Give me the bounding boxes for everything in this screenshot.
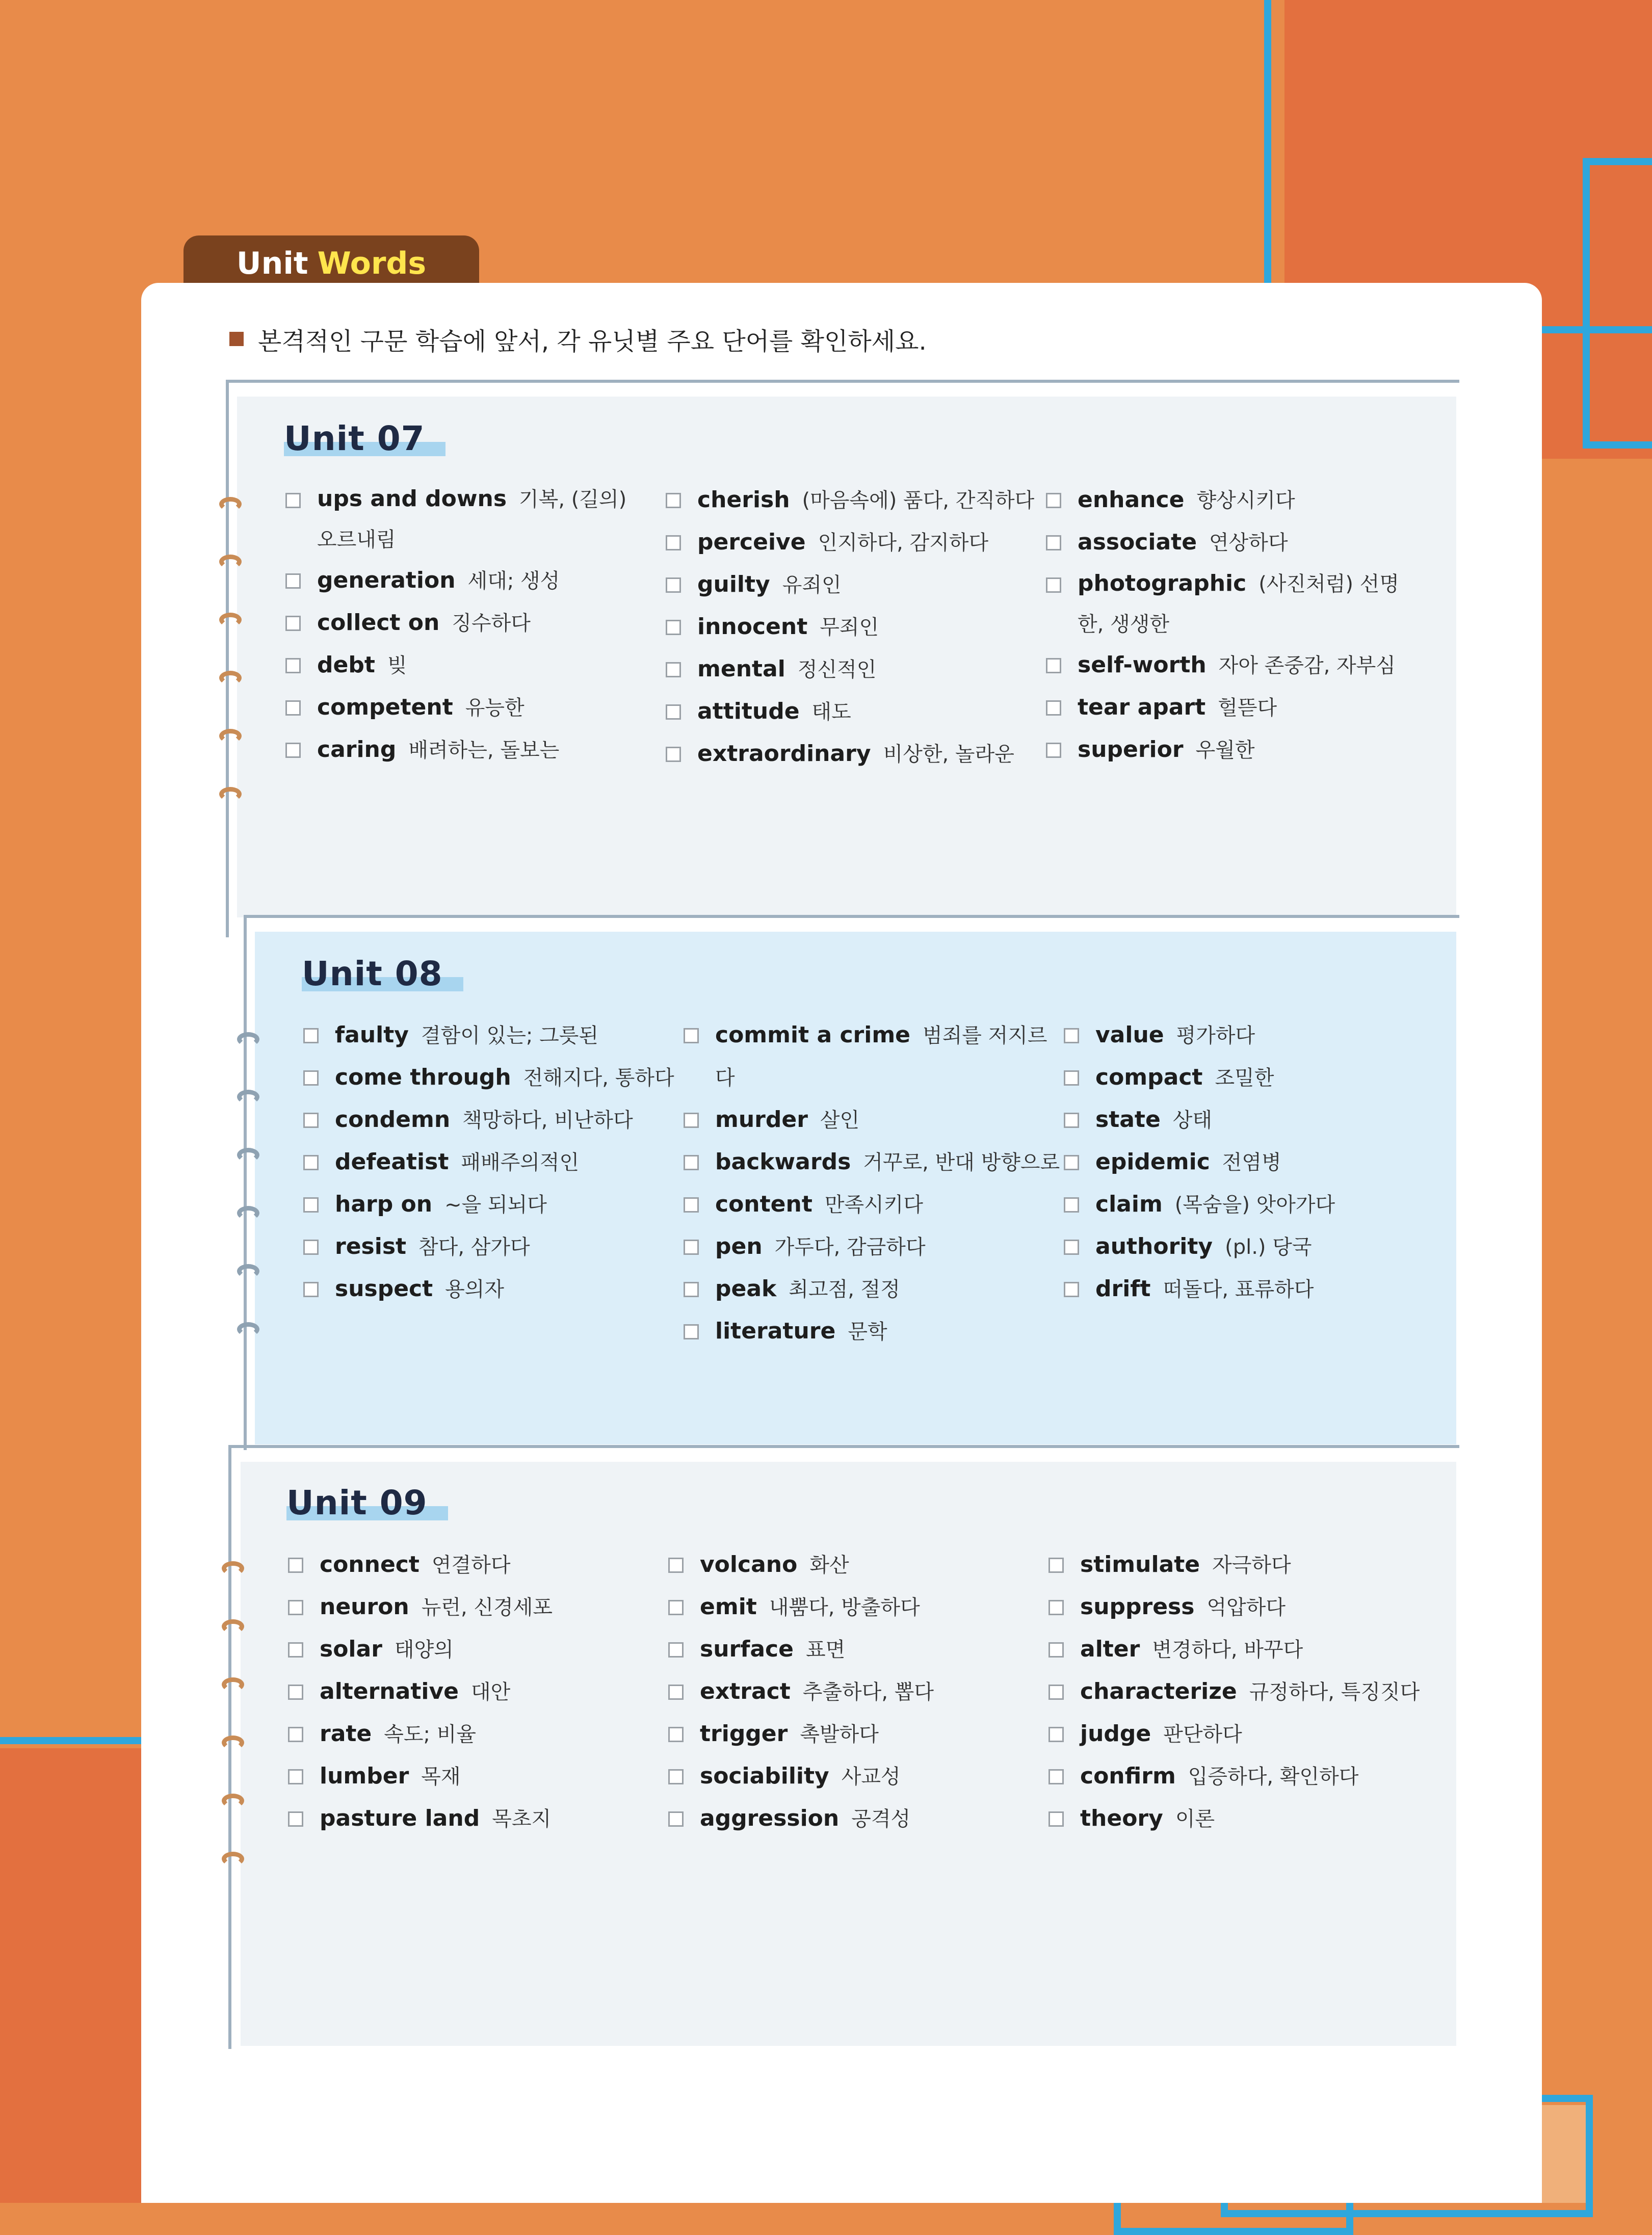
word-item[interactable]: perceive 인지하다, 감지하다 — [666, 521, 1043, 564]
checkbox[interactable] — [666, 493, 681, 508]
word-item[interactable]: mental 정신적인 — [666, 648, 1043, 691]
word-item[interactable]: claim (목숨을) 앗아가다 — [1064, 1184, 1421, 1226]
word-item[interactable]: confirm 입증하다, 확인하다 — [1048, 1755, 1426, 1798]
checkbox[interactable] — [684, 1113, 699, 1128]
word-item[interactable]: condemn 책망하다, 비난하다 — [303, 1099, 680, 1141]
checkbox[interactable] — [303, 1197, 319, 1213]
checkbox[interactable] — [1064, 1113, 1079, 1128]
checkbox[interactable] — [1064, 1197, 1079, 1213]
word-item[interactable]: defeatist 패배주의적인 — [303, 1141, 680, 1184]
checkbox[interactable] — [1048, 1811, 1064, 1827]
word-item[interactable]: murder 살인 — [684, 1099, 1061, 1141]
checkbox[interactable] — [1048, 1727, 1064, 1742]
ring-binder-icon — [219, 555, 242, 569]
word-item[interactable]: backwards 거꾸로, 반대 방향으로 — [684, 1141, 1061, 1184]
ring-binder-icon — [237, 1032, 259, 1046]
word-item[interactable]: innocent 무죄인 — [666, 606, 1043, 648]
word-item[interactable]: lumber 목재 — [288, 1755, 665, 1798]
checkbox[interactable] — [1064, 1282, 1079, 1297]
checkbox[interactable] — [668, 1685, 684, 1700]
ring-binder-icon — [222, 1561, 244, 1575]
checkbox[interactable] — [668, 1811, 684, 1827]
word-item[interactable]: value 평가하다 — [1064, 1014, 1421, 1057]
checkbox[interactable] — [1046, 743, 1061, 758]
word-item[interactable]: extract 추출하다, 뽑다 — [668, 1671, 1045, 1713]
word-item[interactable]: neuron 뉴런, 신경세포 — [288, 1586, 665, 1628]
ring-binder-icon — [222, 1794, 244, 1808]
word-column — [1048, 1544, 1426, 1840]
checkbox[interactable] — [288, 1727, 303, 1742]
word-item[interactable]: cherish (마음속에) 품다, 간직하다 — [666, 479, 1043, 521]
word-item[interactable]: volcano 화산 — [668, 1544, 1045, 1586]
checkbox[interactable] — [303, 1070, 319, 1086]
word-item[interactable]: alter 변경하다, 바꾸다 — [1048, 1628, 1426, 1671]
word-item[interactable]: generation 세대; 생성 — [285, 560, 642, 602]
word-item[interactable]: resist 참다, 삼가다 — [303, 1226, 680, 1268]
checkbox[interactable] — [303, 1155, 319, 1170]
word-item[interactable]: caring 배려하는, 돌보는 — [285, 729, 642, 771]
tab-word-words: Words — [317, 246, 427, 281]
checkbox[interactable] — [285, 493, 301, 508]
checkbox[interactable] — [303, 1113, 319, 1128]
checkbox[interactable] — [684, 1197, 699, 1213]
word-item[interactable]: trigger 촉발하다 — [668, 1713, 1045, 1755]
ring-binder-icon — [219, 613, 242, 627]
word-item[interactable]: attitude 태도 — [666, 691, 1043, 733]
word-item[interactable]: surface 표면 — [668, 1628, 1045, 1671]
checkbox[interactable] — [285, 573, 301, 589]
checkbox[interactable] — [288, 1642, 303, 1658]
word-item[interactable]: solar 태양의 — [288, 1628, 665, 1671]
word-item[interactable]: debt 빚 — [285, 644, 642, 687]
blue-deco-line — [1539, 326, 1652, 341]
checkbox[interactable] — [666, 620, 681, 635]
word-item[interactable]: ups and downs 기복, (길의) 오르내림 — [285, 479, 642, 560]
instruction-text: 본격적인 구문 학습에 앞서, 각 유닛별 주요 단어를 확인하세요. — [258, 327, 927, 356]
checkbox[interactable] — [288, 1811, 303, 1827]
blue-deco-line — [0, 1737, 148, 1747]
word-item[interactable]: sociability 사교성 — [668, 1755, 1045, 1798]
word-item[interactable]: collect on 징수하다 — [285, 602, 642, 644]
word-item[interactable]: commit a crime 범죄를 저지르다 — [684, 1014, 1061, 1099]
checkbox[interactable] — [666, 704, 681, 720]
checkbox[interactable] — [1064, 1070, 1079, 1086]
word-item[interactable]: theory 이론 — [1048, 1798, 1426, 1840]
checkbox[interactable] — [1064, 1155, 1079, 1170]
checkbox[interactable] — [1048, 1558, 1064, 1573]
word-item[interactable]: tear apart 헐뜯다 — [1046, 687, 1413, 729]
word-column — [668, 1544, 1045, 1840]
checkbox[interactable] — [668, 1769, 684, 1784]
ring-binder-icon — [237, 1322, 259, 1336]
checkbox[interactable] — [1046, 577, 1061, 593]
word-column — [285, 479, 642, 771]
checkbox[interactable] — [668, 1600, 684, 1615]
word-item[interactable]: pasture land 목초지 — [288, 1798, 665, 1840]
word-item[interactable]: alternative 대안 — [288, 1671, 665, 1713]
bullet-square-icon — [229, 332, 244, 346]
ring-binder-icon — [219, 671, 242, 685]
bg-block-bottom-left — [0, 1748, 153, 2203]
ring-binder-icon — [222, 1619, 244, 1634]
checkbox[interactable] — [1048, 1685, 1064, 1700]
word-item[interactable]: rate 속도; 비율 — [288, 1713, 665, 1755]
checkbox[interactable] — [1048, 1769, 1064, 1784]
word-item[interactable]: connect 연결하다 — [288, 1544, 665, 1586]
checkbox[interactable] — [1046, 493, 1061, 508]
checkbox[interactable] — [684, 1155, 699, 1170]
word-item[interactable]: superior 우월한 — [1046, 729, 1413, 771]
word-item[interactable]: stimulate 자극하다 — [1048, 1544, 1426, 1586]
checkbox[interactable] — [684, 1028, 699, 1043]
word-item[interactable]: state 상태 — [1064, 1099, 1421, 1141]
unit-title: Unit 07 — [284, 419, 425, 458]
word-item[interactable]: judge 판단하다 — [1048, 1713, 1426, 1755]
checkbox[interactable] — [1064, 1240, 1079, 1255]
checkbox[interactable] — [1048, 1642, 1064, 1658]
word-item[interactable]: aggression 공격성 — [668, 1798, 1045, 1840]
checkbox[interactable] — [1048, 1600, 1064, 1615]
word-column — [666, 479, 1043, 775]
checkbox[interactable] — [1046, 700, 1061, 716]
ring-binder-icon — [222, 1736, 244, 1750]
checkbox[interactable] — [666, 535, 681, 550]
word-item[interactable]: compact 조밀한 — [1064, 1057, 1421, 1099]
word-item[interactable]: enhance 향상시키다 — [1046, 479, 1413, 521]
word-item[interactable]: content 만족시키다 — [684, 1184, 1061, 1226]
word-column — [1046, 479, 1413, 771]
word-item[interactable]: drift 떠돌다, 표류하다 — [1064, 1268, 1421, 1310]
checkbox[interactable] — [668, 1558, 684, 1573]
word-item[interactable]: self-worth 자아 존중감, 자부심 — [1046, 644, 1413, 687]
word-column — [684, 1014, 1061, 1353]
word-item[interactable]: pen 가두다, 감금하다 — [684, 1226, 1061, 1268]
checkbox[interactable] — [288, 1558, 303, 1573]
tab-word-unit: Unit — [236, 246, 308, 281]
blue-deco-line — [1264, 0, 1279, 285]
blue-deco-frame — [1583, 158, 1652, 449]
word-item[interactable]: suppress 억압하다 — [1048, 1586, 1426, 1628]
word-item[interactable]: come through 전해지다, 통하다 — [303, 1057, 680, 1099]
checkbox[interactable] — [303, 1240, 319, 1255]
checkbox[interactable] — [684, 1282, 699, 1297]
ring-binder-icon — [237, 1264, 259, 1278]
checkbox[interactable] — [666, 662, 681, 677]
checkbox[interactable] — [303, 1282, 319, 1297]
checkbox[interactable] — [684, 1240, 699, 1255]
word-item[interactable]: harp on ~을 되뇌다 — [303, 1184, 680, 1226]
checkbox[interactable] — [1046, 658, 1061, 673]
word-item[interactable]: guilty 유죄인 — [666, 564, 1043, 606]
unit-title: Unit 08 — [302, 954, 443, 993]
checkbox[interactable] — [684, 1324, 699, 1339]
word-item[interactable]: emit 내뿜다, 방출하다 — [668, 1586, 1045, 1628]
checkbox[interactable] — [288, 1769, 303, 1784]
word-item[interactable]: characterize 규정하다, 특징짓다 — [1048, 1671, 1426, 1713]
word-item[interactable]: competent 유능한 — [285, 687, 642, 729]
checkbox[interactable] — [285, 658, 301, 673]
ring-binder-icon — [237, 1206, 259, 1220]
ring-binder-icon — [237, 1148, 259, 1162]
checkbox[interactable] — [303, 1028, 319, 1043]
ring-binder-icon — [219, 787, 242, 801]
checkbox[interactable] — [288, 1600, 303, 1615]
word-item[interactable]: suspect 용의자 — [303, 1268, 680, 1310]
unit-title: Unit 09 — [286, 1483, 428, 1522]
ring-binder-icon — [219, 497, 242, 511]
word-item[interactable]: authority (pl.) 당국 — [1064, 1226, 1421, 1268]
checkbox[interactable] — [1046, 535, 1061, 550]
ring-binder-icon — [222, 1677, 244, 1692]
checkbox[interactable] — [285, 700, 301, 716]
word-item[interactable]: faulty 결함이 있는; 그릇된 — [303, 1014, 680, 1057]
word-item[interactable]: literature 문학 — [684, 1310, 1061, 1353]
word-item[interactable]: peak 최고점, 절정 — [684, 1268, 1061, 1310]
checkbox[interactable] — [666, 747, 681, 762]
checkbox[interactable] — [668, 1727, 684, 1742]
checkbox[interactable] — [1064, 1028, 1079, 1043]
checkbox[interactable] — [285, 616, 301, 631]
checkbox[interactable] — [666, 577, 681, 593]
checkbox[interactable] — [288, 1685, 303, 1700]
word-column — [1064, 1014, 1421, 1310]
checkbox[interactable] — [285, 743, 301, 758]
word-item[interactable]: epidemic 전염병 — [1064, 1141, 1421, 1184]
ring-binder-icon — [219, 729, 242, 743]
instruction-line — [229, 321, 927, 357]
word-column — [303, 1014, 680, 1310]
word-column — [288, 1544, 665, 1840]
word-item[interactable]: photographic (사진처럼) 선명한, 생생한 — [1046, 564, 1413, 644]
ring-binder-icon — [222, 1852, 244, 1866]
word-item[interactable]: extraordinary 비상한, 놀라운 — [666, 733, 1043, 775]
word-item[interactable]: associate 연상하다 — [1046, 521, 1413, 564]
checkbox[interactable] — [668, 1642, 684, 1658]
ring-binder-icon — [237, 1090, 259, 1104]
